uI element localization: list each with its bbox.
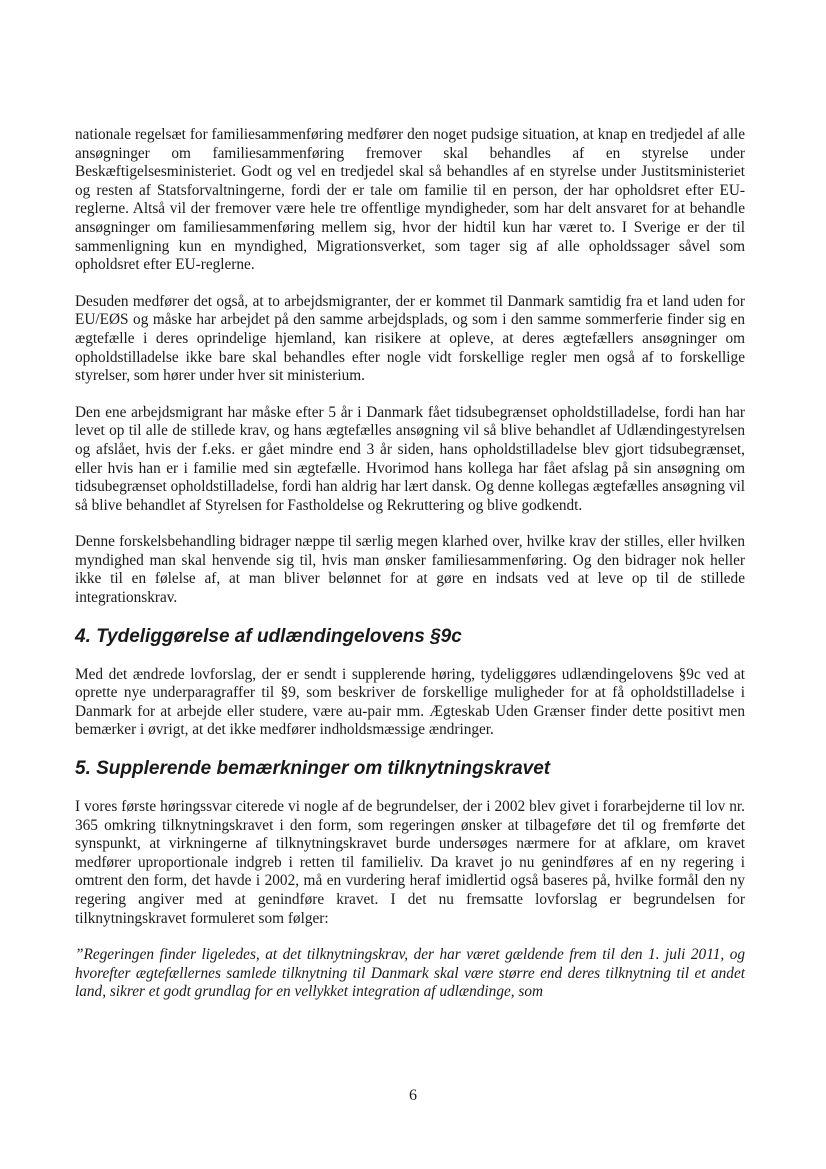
- page-number: 6: [409, 1087, 417, 1104]
- section-heading-4: 4. Tydeliggørelse af udlændingelovens §9c: [75, 625, 462, 647]
- body-paragraph: Desuden medfører det også, at to arbejdsmigranter, der er kommet til Danmark samtidig fra et land uden for EU/EØS og måske har arbejdet på den samme arbejdsplads, og som i den samme sommerferie finder sig en ægtefælle i deres oprindelige hjemland, kan risikere at opleve, at deres ægtefællers ansøgninger om opholdstilladelse ikke bare skal behandles efter nogle vidt forskellige regler men også af to forskellige styrelser, som hører under hver sit ministerium.: [75, 292, 745, 385]
- body-paragraph: Denne forskelsbehandling bidrager næppe til særlig megen klarhed over, hvilke krav der stilles, eller hvilken myndighed man skal henvende sig til, hvis man ønsker familiesammenføring. Og den bidrager nok heller ikke til en følelse af, at man bliver belønnet for at gøre en indsats ved at leve op til de stillede integrationskrav.: [75, 533, 745, 607]
- document-page: [75, 126, 745, 1002]
- section-5-paragraph: I vores første høringssvar citerede vi nogle af de begrundelser, der i 2002 blev givet i forarbejderne til lov nr. 365 omkring tilknytningskravet i den form, som regeringen ønsker at tilbageføre det til og fremførte det synspunkt, at virkningerne af tilknytningskravet burde undersøges nærmere for at afklare, om kravet medfører uproportionale indgreb i retten til familieliv. Da kravet jo nu genindføres af en ny regering i omtrent den form, det havde i 2002, må en vurdering heraf imidlertid også baseres på, hvilke formål den ny regering angiver med at genindføre kravet. I det nu fremsatte lovforslag er begrundelsen for tilknytningskravet formuleret som følger:: [75, 798, 745, 927]
- section-heading-5: 5. Supplerende bemærkninger om tilknytningskravet: [75, 758, 551, 780]
- body-paragraph: nationale regelsæt for familiesammenføring medfører den noget pudsige situation, at knap en tredjedel af alle ansøgninger om familiesammenføring fremover skal behandles af en styrelse under Beskæftigelsesministeriet. Godt og vel en tredjedel skal så behandles af en styrelse under Justitsministeriet og resten af Statsforvaltningerne, fordi der er tale om familie til en person, der har opholdsret efter EU-reglerne. Altså vil der fremover være hele tre offentlige myndigheder, som har delt ansvaret for at behandle ansøgninger om familiesammenføring mellem sig, hvor der hidtil kun har været to. I Sverige er der til sammenligning kun en myndighed, Migrationsverket, som tager sig af alle opholdssager såvel som opholdsret efter EU-reglerne.: [75, 126, 745, 274]
- quote-paragraph: ”Regeringen finder ligeledes, at det tilknytningskrav, der har været gældende frem til den 1. juli 2011, og hvorefter ægtefællernes samlede tilknytning til Danmark skal være større end deres tilknytning til et andet land, sikrer et godt grundlag for en vellykket integration af udlændinge, som: [75, 946, 745, 1001]
- section-4-paragraph: Med det ændrede lovforslag, der er sendt i supplerende høring, tydeliggøres udlændingelovens §9c ved at oprette nye underparagraffer til §9, som beskriver de forskellige muligheder for at få opholdstilladelse i Danmark for at arbejde eller studere, være au-pair mm. Ægteskab Uden Grænser finder dette positivt men bemærker i øvrigt, at det ikke medfører indholdsmæssige ændringer.: [75, 665, 745, 739]
- body-paragraph: Den ene arbejdsmigrant har måske efter 5 år i Danmark fået tidsubegrænset opholdstilladelse, fordi han har levet op til alle de stillede krav, og hans ægtefælles ansøgning vil så blive behandlet af Udlændingestyrelsen og afslået, hvis der f.eks. er gået mindre end 3 år siden, hans opholdstilladelse blev gjort tidsubegrænset, eller hvis han er i familie med sin ægtefælle. Hvorimod hans kollega har fået afslag på sin ansøgning om tidsubegrænset opholdstilladelse, fordi han aldrig har lært dansk. Og denne kollegas ægtefælles ansøgning vil så blive behandlet af Styrelsen for Fastholdelse og Rekruttering og blive godkendt.: [75, 403, 745, 514]
